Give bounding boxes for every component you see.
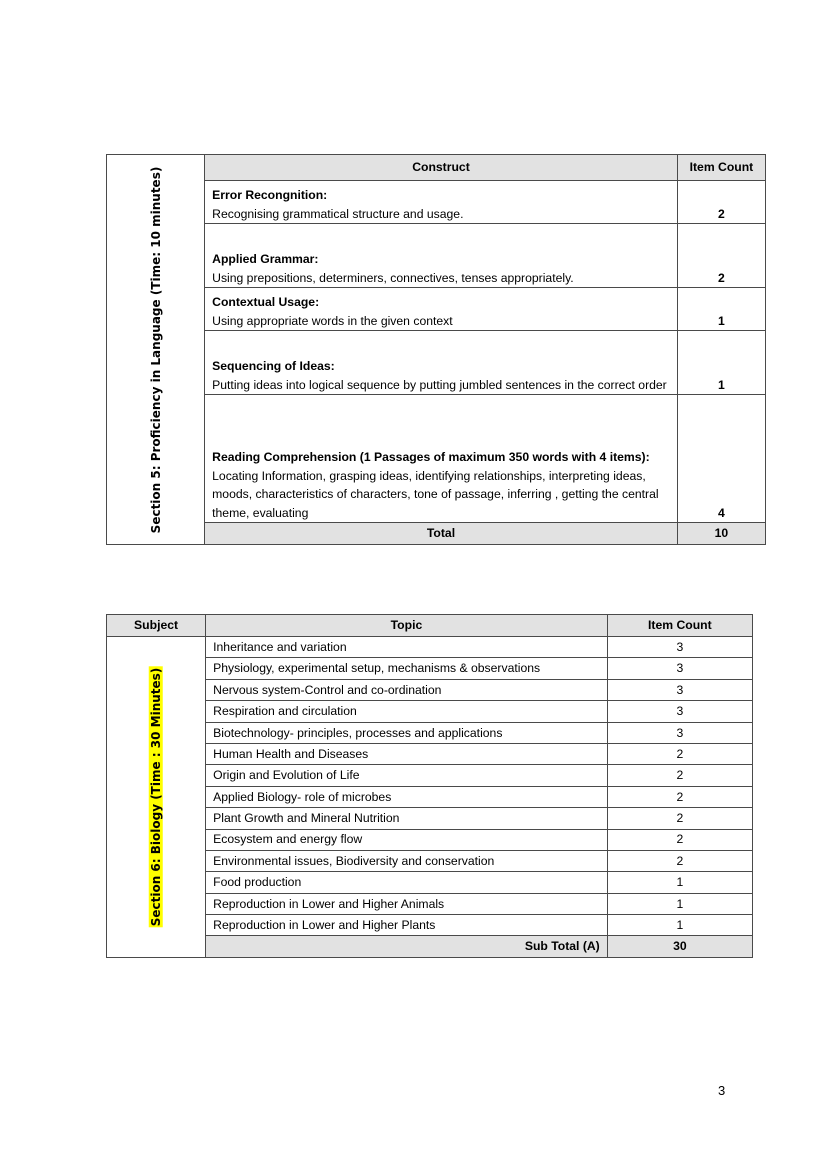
topic-cell: Reproduction in Lower and Higher Plants	[206, 915, 608, 936]
table-header-row	[107, 155, 766, 181]
item-count: 1	[607, 915, 752, 936]
topic-cell: Origin and Evolution of Life	[206, 765, 608, 786]
item-count: 2	[607, 743, 752, 764]
topic-cell: Physiology, experimental setup, mechanisms & observations	[206, 658, 608, 679]
topic-cell: Human Health and Diseases	[206, 743, 608, 764]
construct-cell	[205, 181, 678, 224]
subtotal-value: 30	[607, 936, 752, 957]
item-count: 3	[607, 722, 752, 743]
construct-cell	[205, 288, 678, 331]
table-row	[107, 224, 766, 288]
total-label: Total	[205, 523, 678, 545]
item-count: 3	[607, 701, 752, 722]
item-count: 2	[607, 808, 752, 829]
section6-table	[106, 614, 753, 958]
construct-desc: Using appropriate words in the given context	[212, 313, 453, 328]
construct-title: Sequencing of Ideas:	[212, 359, 335, 373]
construct-title: Contextual Usage:	[212, 295, 320, 309]
section6-side-label-cell	[107, 637, 206, 958]
table-row	[107, 288, 766, 331]
item-count: 2	[677, 224, 765, 288]
topic-cell: Food production	[206, 872, 608, 893]
topic-cell: Nervous system-Control and co-ordination	[206, 679, 608, 700]
construct-desc: Putting ideas into logical sequence by putting jumbled sentences in the correct order	[212, 377, 667, 392]
item-count: 2	[607, 786, 752, 807]
table-header-row	[107, 615, 753, 637]
topic-cell: Plant Growth and Mineral Nutrition	[206, 808, 608, 829]
item-count: 1	[607, 893, 752, 914]
item-count: 1	[607, 872, 752, 893]
subtotal-label: Sub Total (A)	[206, 936, 608, 957]
item-count: 1	[677, 288, 765, 331]
table-row	[107, 395, 766, 523]
topic-cell: Inheritance and variation	[206, 637, 608, 658]
table-row	[107, 331, 766, 395]
construct-title: Error Recongnition:	[212, 188, 328, 202]
construct-desc: Recognising grammatical structure and usage.	[212, 206, 464, 221]
construct-desc: Locating Information, grasping ideas, identifying relationships, interpreting ideas, moods, characteristics of characters, tone of passage, inferring , getting the central theme, evaluating	[212, 468, 659, 520]
construct-header: Construct	[205, 155, 678, 181]
construct-desc: Using prepositions, determiners, connectives, tenses appropriately.	[212, 270, 574, 285]
section5-side-label: Section 5: Proficiency in Language (Time: 10 minutes)	[148, 166, 163, 533]
subject-header: Subject	[107, 615, 206, 637]
topic-header: Topic	[206, 615, 608, 637]
total-row	[107, 523, 766, 545]
item-count: 2	[607, 829, 752, 850]
page-number: 3	[718, 1083, 726, 1098]
item-count: 1	[677, 331, 765, 395]
item-count: 3	[607, 637, 752, 658]
topic-cell: Applied Biology- role of microbes	[206, 786, 608, 807]
construct-cell	[205, 331, 678, 395]
section6-side-label	[147, 667, 166, 928]
table-row	[107, 637, 753, 658]
topic-cell: Biotechnology- principles, processes and applications	[206, 722, 608, 743]
item-count: 2	[607, 850, 752, 871]
item-count-header: Item Count	[607, 615, 752, 637]
topic-cell: Respiration and circulation	[206, 701, 608, 722]
highlight: Section 6: Biology (Time : 30 Minutes)	[148, 667, 163, 927]
topic-cell: Environmental issues, Biodiversity and conservation	[206, 850, 608, 871]
item-count: 4	[677, 395, 765, 523]
item-count: 2	[677, 181, 765, 224]
item-count: 3	[607, 658, 752, 679]
construct-cell	[205, 395, 678, 523]
construct-title: Reading Comprehension (1 Passages of maximum 350 words with 4 items):	[212, 450, 650, 464]
total-value: 10	[677, 523, 765, 545]
topic-cell: Reproduction in Lower and Higher Animals	[206, 893, 608, 914]
item-count: 2	[607, 765, 752, 786]
section5-table	[106, 154, 766, 545]
topic-cell: Ecosystem and energy flow	[206, 829, 608, 850]
item-count-header: Item Count	[677, 155, 765, 181]
section5-side-label-cell	[107, 155, 205, 545]
table-row	[107, 181, 766, 224]
construct-cell	[205, 224, 678, 288]
item-count: 3	[607, 679, 752, 700]
construct-title: Applied Grammar:	[212, 252, 319, 266]
